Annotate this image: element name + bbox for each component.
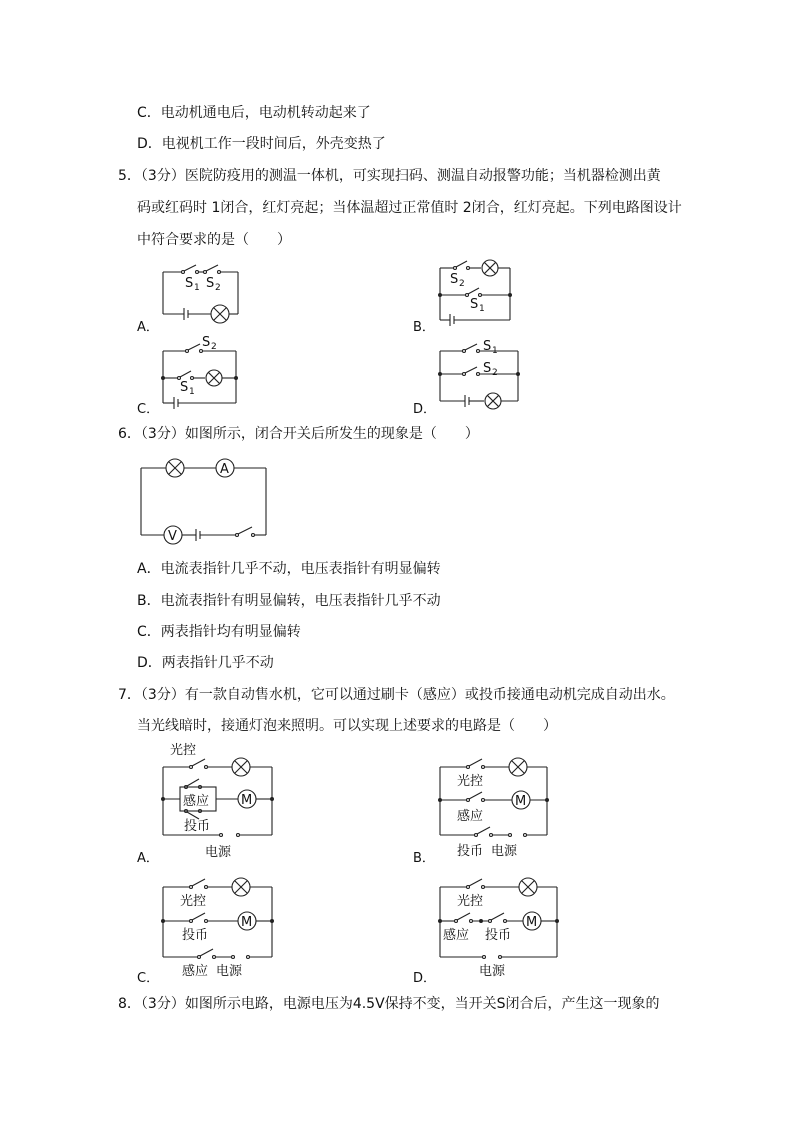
q7d-toubi: 投币 bbox=[485, 928, 512, 943]
q5-stem-line3: 中符合要求的是（ ） bbox=[137, 232, 291, 248]
q5-circuit-b bbox=[437, 258, 517, 328]
q6-option-c: C．两表指针均有明显偏转 bbox=[137, 624, 301, 640]
q8-stem-line1: 8．（3分）如图所示电路，电源电压为4.5V保持不变，当开关S闭合后，产生这一现象的 bbox=[118, 996, 660, 1012]
q7c-dianyuan: 电源 bbox=[216, 964, 243, 979]
q7a-toubi: 投币 bbox=[184, 819, 211, 834]
q7-option-d-label: D． bbox=[413, 971, 437, 986]
q7a-guangkong: 光控 bbox=[170, 743, 197, 758]
q7d-ganying: 感应 bbox=[443, 928, 470, 943]
q5a-s2-sub: 2 bbox=[215, 283, 221, 293]
q5c-s2-sub: 2 bbox=[211, 342, 217, 352]
q7a-dianyuan: 电源 bbox=[205, 845, 232, 860]
ammeter-letter: A bbox=[220, 462, 229, 477]
q5b-s2-letter: S bbox=[450, 272, 459, 287]
q6-option-d: D．两表指针几乎不动 bbox=[137, 655, 274, 671]
q4-option-d: D．电视机工作一段时间后，外壳变热了 bbox=[137, 136, 386, 152]
q7b-dianyuan: 电源 bbox=[491, 844, 518, 859]
q5-stem-line2: 码或红码时 1闭合，红灯亮起；当体温超过正常值时 2闭合，红灯亮起。下列电路图设计 bbox=[137, 200, 682, 216]
q5b-s1-letter: S bbox=[470, 297, 479, 312]
q7-circuit-d bbox=[437, 872, 567, 982]
q5c-s1-sub: 1 bbox=[189, 387, 195, 397]
q5d-s2-letter: S bbox=[483, 361, 492, 376]
q7-stem-line2: 当光线暗时，接通灯泡来照明。可以实现上述要求的电路是（ ） bbox=[137, 718, 557, 734]
q5d-s1-letter: S bbox=[483, 339, 492, 354]
q7b-guangkong: 光控 bbox=[457, 774, 484, 789]
q7c-ganying: 感应 bbox=[182, 964, 209, 979]
q5-option-a-label: A． bbox=[137, 320, 159, 335]
q6-option-a: A．电流表指针几乎不动，电压表指针有明显偏转 bbox=[137, 561, 441, 577]
q5-stem-line1: 5．（3分）医院防疫用的测温一体机，可实现扫码、测温自动报警功能；当机器检测出黄 bbox=[118, 168, 661, 184]
q5b-s1-sub: 1 bbox=[479, 304, 485, 314]
q5d-s1-sub: 1 bbox=[492, 346, 498, 356]
q5-option-c-label: C． bbox=[137, 402, 160, 417]
q7c-toubi: 投币 bbox=[182, 928, 209, 943]
q7d-motor: M bbox=[526, 915, 538, 930]
voltmeter-letter: V bbox=[168, 529, 177, 544]
q7-option-c-label: C． bbox=[137, 971, 160, 986]
q7a-ganying: 感应 bbox=[183, 794, 210, 809]
q7b-toubi: 投币 bbox=[457, 844, 484, 859]
q7-circuit-a bbox=[160, 740, 280, 865]
q5-option-b-label: B． bbox=[413, 320, 435, 335]
q7b-ganying: 感应 bbox=[457, 809, 484, 824]
q5-circuit-c bbox=[160, 336, 245, 411]
q5b-s2-sub: 2 bbox=[459, 279, 465, 289]
q5c-s1-letter: S bbox=[180, 380, 189, 395]
q7-circuit-b bbox=[437, 752, 557, 867]
q5a-s1-letter: S bbox=[185, 276, 194, 291]
q6-stem: 6．（3分）如图所示，闭合开关后所发生的现象是（ ） bbox=[118, 426, 479, 442]
q6-option-b: B．电流表指针有明显偏转，电压表指针几乎不动 bbox=[137, 593, 441, 609]
q7c-motor: M bbox=[241, 915, 253, 930]
q5a-s1-sub: 1 bbox=[194, 283, 200, 293]
q7a-motor: M bbox=[241, 793, 253, 808]
q4-option-c: C．电动机通电后，电动机转动起来了 bbox=[137, 105, 371, 121]
q6-circuit bbox=[138, 456, 273, 546]
q7-option-b-label: B． bbox=[413, 851, 435, 866]
q7d-guangkong: 光控 bbox=[457, 894, 484, 909]
q5d-s2-sub: 2 bbox=[492, 368, 498, 378]
q7-stem-line1: 7．（3分）有一款自动售水机，它可以通过刷卡（感应）或投币接通电动机完成自动出水。 bbox=[118, 687, 675, 703]
q5-option-d-label: D． bbox=[413, 402, 437, 417]
q7-option-a-label: A． bbox=[137, 851, 159, 866]
q7-circuit-c bbox=[160, 872, 280, 982]
q7d-dianyuan: 电源 bbox=[479, 964, 506, 979]
q7b-motor: M bbox=[515, 794, 527, 809]
q5c-s2-letter: S bbox=[202, 335, 211, 350]
q5-circuit-d bbox=[437, 339, 527, 409]
q5a-s2-letter: S bbox=[206, 276, 215, 291]
q5-circuit-a bbox=[160, 262, 250, 332]
q7c-guangkong: 光控 bbox=[180, 894, 207, 909]
